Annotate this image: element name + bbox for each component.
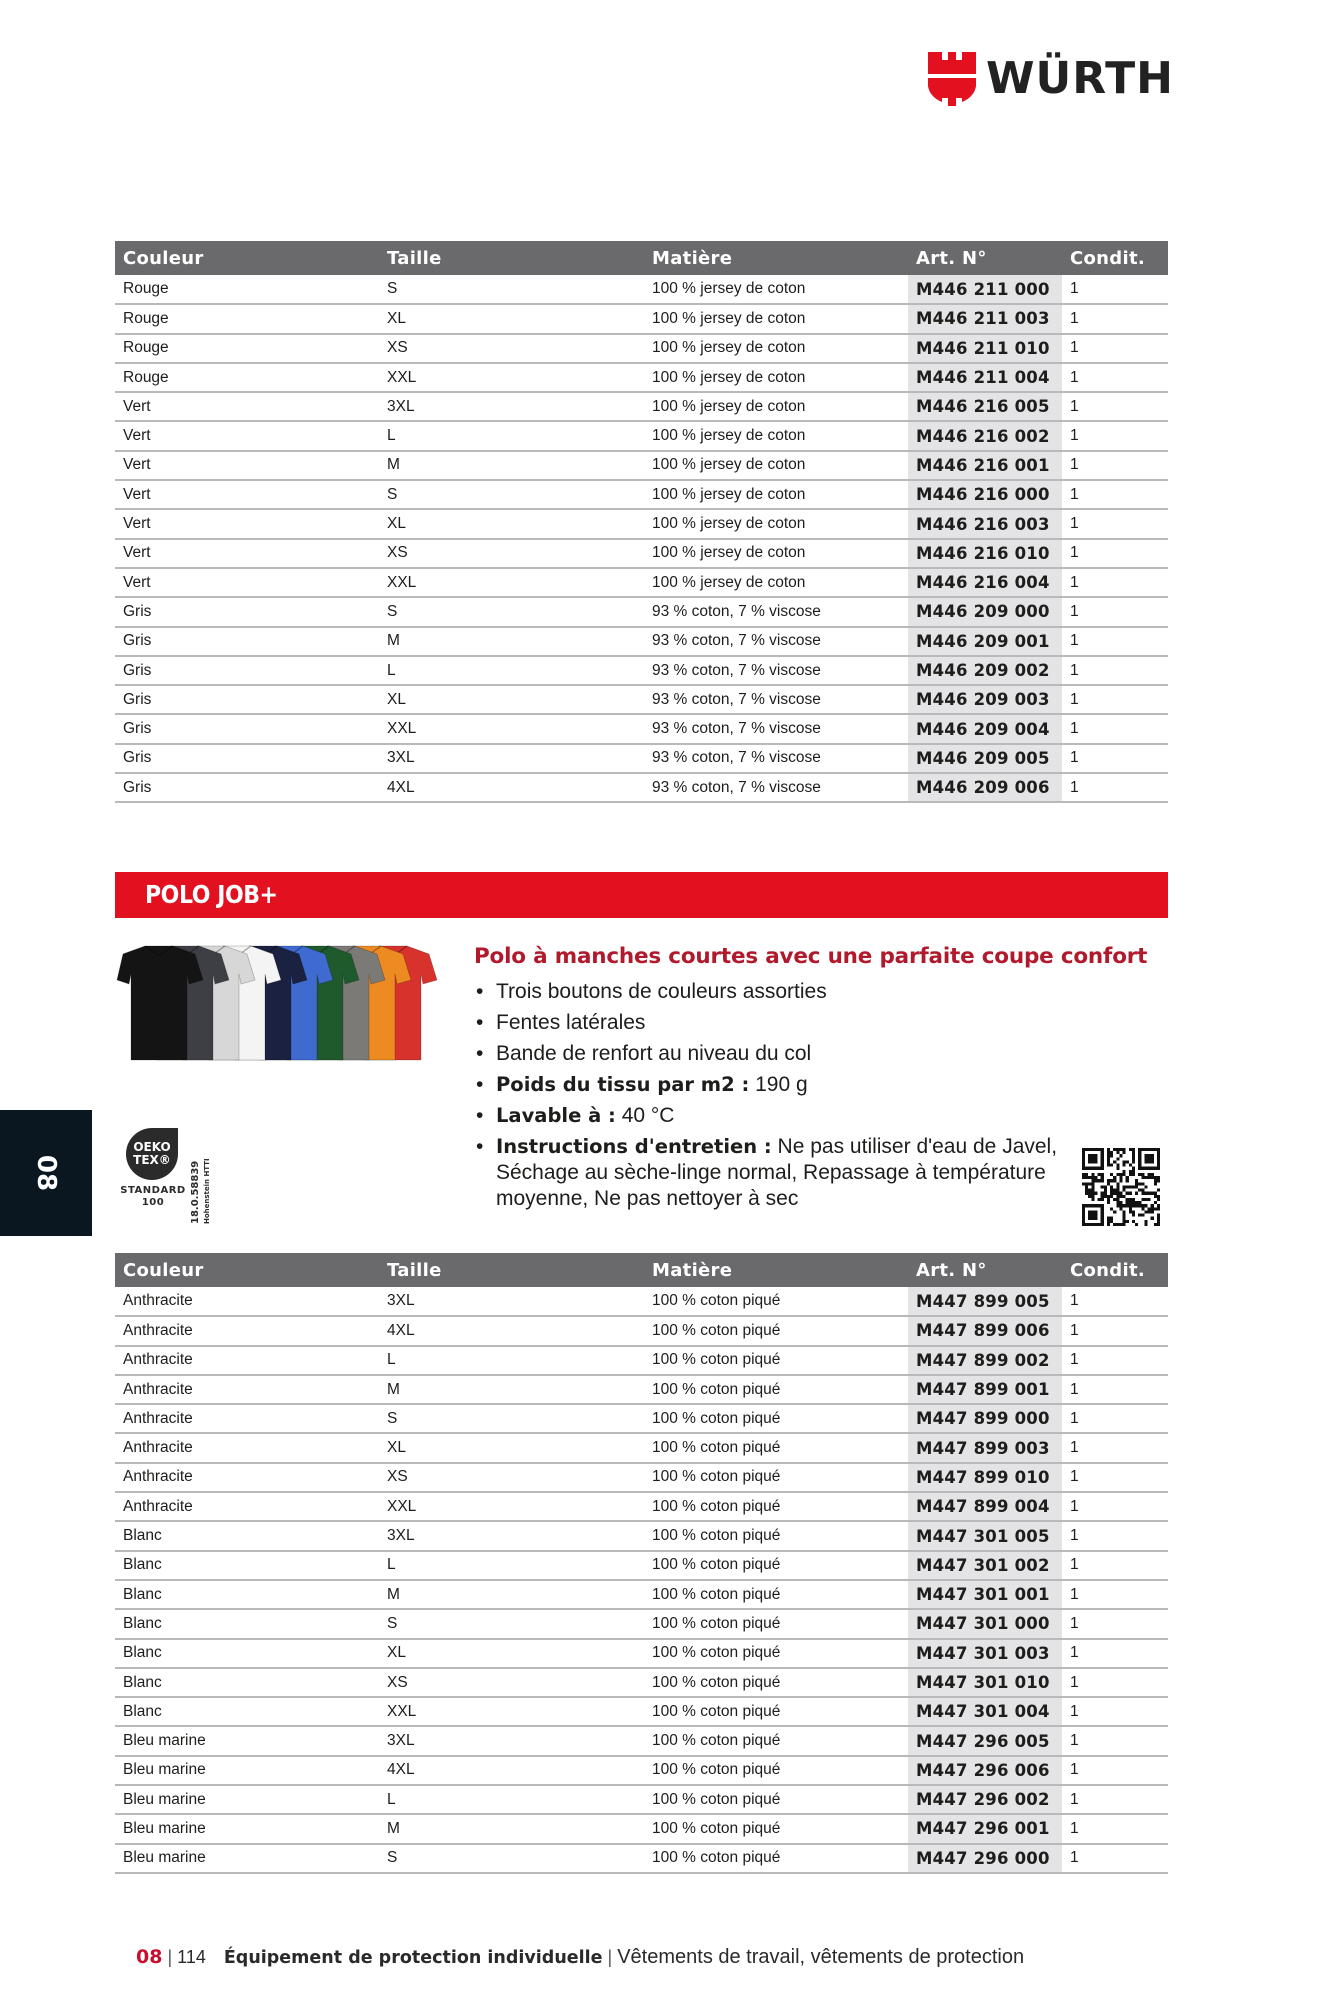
feature-item: • Trois boutons de couleurs assorties xyxy=(474,979,1174,1005)
cell-taille: L xyxy=(379,421,644,450)
cell-matiere: 93 % coton, 7 % viscose xyxy=(644,714,908,743)
cell-condit: 1 xyxy=(1062,597,1168,626)
oeko-cert-code: 18.0.58839 xyxy=(190,1160,201,1224)
feature-item: • Bande de renfort au niveau du col xyxy=(474,1041,1174,1067)
cell-condit: 1 xyxy=(1062,1609,1168,1638)
cell-couleur: Blanc xyxy=(115,1580,379,1609)
cell-art-no: M447 301 000 xyxy=(908,1609,1062,1638)
cell-couleur: Gris xyxy=(115,627,379,656)
cell-art-no: M446 209 002 xyxy=(908,656,1062,685)
cell-couleur: Bleu marine xyxy=(115,1726,379,1755)
cell-matiere: 100 % jersey de coton xyxy=(644,539,908,568)
cell-matiere: 100 % coton piqué xyxy=(644,1521,908,1550)
cell-couleur: Gris xyxy=(115,656,379,685)
table-row xyxy=(115,1726,1168,1755)
cell-art-no: M446 211 010 xyxy=(908,334,1062,363)
header-couleur: Couleur xyxy=(115,241,379,275)
cell-art-no: M447 899 003 xyxy=(908,1433,1062,1462)
table-row xyxy=(115,1609,1168,1638)
cell-taille: 3XL xyxy=(379,392,644,421)
cell-taille: L xyxy=(379,1346,644,1375)
table-row xyxy=(115,627,1168,656)
cell-matiere: 100 % jersey de coton xyxy=(644,509,908,538)
cell-matiere: 100 % jersey de coton xyxy=(644,334,908,363)
table-row xyxy=(115,1756,1168,1785)
cell-art-no: M447 296 001 xyxy=(908,1814,1062,1843)
cell-condit: 1 xyxy=(1062,1580,1168,1609)
cell-art-no: M447 296 002 xyxy=(908,1785,1062,1814)
cell-matiere: 93 % coton, 7 % viscose xyxy=(644,627,908,656)
cell-art-no: M447 301 004 xyxy=(908,1697,1062,1726)
cell-taille: S xyxy=(379,1844,644,1873)
section-title: POLO JOB+ xyxy=(145,880,278,909)
cell-taille: 3XL xyxy=(379,1287,644,1316)
cell-couleur: Bleu marine xyxy=(115,1814,379,1843)
cell-matiere: 100 % coton piqué xyxy=(644,1346,908,1375)
brand-name: WÜRTH xyxy=(986,53,1175,104)
cell-taille: XXL xyxy=(379,1697,644,1726)
header-art-no: Art. N° xyxy=(908,1253,1062,1287)
cell-couleur: Vert xyxy=(115,421,379,450)
cell-matiere: 100 % jersey de coton xyxy=(644,451,908,480)
header-art-no: Art. N° xyxy=(908,241,1062,275)
cell-matiere: 100 % coton piqué xyxy=(644,1844,908,1873)
cell-couleur: Blanc xyxy=(115,1639,379,1668)
footer-divider: | xyxy=(607,1947,613,1967)
cell-art-no: M447 899 001 xyxy=(908,1375,1062,1404)
cell-condit: 1 xyxy=(1062,1375,1168,1404)
oeko-tex-badge xyxy=(120,1128,220,1228)
cell-matiere: 100 % coton piqué xyxy=(644,1814,908,1843)
cell-condit: 1 xyxy=(1062,773,1168,802)
cell-taille: L xyxy=(379,656,644,685)
cell-taille: XS xyxy=(379,539,644,568)
cell-matiere: 100 % coton piqué xyxy=(644,1639,908,1668)
product-table-polo xyxy=(115,1253,1168,1874)
cell-art-no: M447 296 006 xyxy=(908,1756,1062,1785)
table-row xyxy=(115,480,1168,509)
cell-couleur: Anthracite xyxy=(115,1492,379,1521)
cell-art-no: M447 301 003 xyxy=(908,1639,1062,1668)
table-row xyxy=(115,334,1168,363)
cell-condit: 1 xyxy=(1062,392,1168,421)
cell-taille: 4XL xyxy=(379,773,644,802)
cell-matiere: 100 % coton piqué xyxy=(644,1580,908,1609)
cell-couleur: Blanc xyxy=(115,1697,379,1726)
table-row xyxy=(115,1697,1168,1726)
table-row xyxy=(115,509,1168,538)
cell-matiere: 100 % jersey de coton xyxy=(644,421,908,450)
table-row xyxy=(115,1346,1168,1375)
cell-matiere: 100 % coton piqué xyxy=(644,1551,908,1580)
cell-art-no: M447 301 002 xyxy=(908,1551,1062,1580)
table-row xyxy=(115,1551,1168,1580)
cell-couleur: Blanc xyxy=(115,1551,379,1580)
cell-couleur: Anthracite xyxy=(115,1316,379,1345)
cell-condit: 1 xyxy=(1062,421,1168,450)
cell-couleur: Vert xyxy=(115,539,379,568)
cell-condit: 1 xyxy=(1062,480,1168,509)
table-row xyxy=(115,714,1168,743)
cell-taille: S xyxy=(379,275,644,304)
cell-taille: XL xyxy=(379,1639,644,1668)
cell-matiere: 100 % coton piqué xyxy=(644,1697,908,1726)
table-row xyxy=(115,1492,1168,1521)
cell-condit: 1 xyxy=(1062,1785,1168,1814)
cell-matiere: 100 % coton piqué xyxy=(644,1785,908,1814)
cell-matiere: 100 % coton piqué xyxy=(644,1316,908,1345)
chapter-number: 08 xyxy=(31,1154,61,1192)
cell-condit: 1 xyxy=(1062,363,1168,392)
table-row xyxy=(115,773,1168,802)
table-row xyxy=(115,656,1168,685)
cell-art-no: M446 209 004 xyxy=(908,714,1062,743)
cell-couleur: Gris xyxy=(115,714,379,743)
cell-couleur: Vert xyxy=(115,568,379,597)
table-row xyxy=(115,451,1168,480)
cell-art-no: M446 211 004 xyxy=(908,363,1062,392)
cell-matiere: 93 % coton, 7 % viscose xyxy=(644,744,908,773)
cell-couleur: Vert xyxy=(115,392,379,421)
feature-item: • Poids du tissu par m2 : 190 g xyxy=(474,1072,1174,1098)
cell-taille: XS xyxy=(379,1463,644,1492)
header-taille: Taille xyxy=(379,1253,644,1287)
header-matiere: Matière xyxy=(644,1253,908,1287)
cell-art-no: M446 209 006 xyxy=(908,773,1062,802)
cell-condit: 1 xyxy=(1062,1521,1168,1550)
table-row xyxy=(115,1316,1168,1345)
cell-matiere: 100 % jersey de coton xyxy=(644,275,908,304)
feature-item: • Instructions d'entretien : Ne pas utiliser d'eau de Javel, Séchage au sèche-linge normal, Repassage à température moyenne, Ne pas nettoyer à sec xyxy=(474,1134,1059,1212)
table-row xyxy=(115,1668,1168,1697)
table-row xyxy=(115,1287,1168,1316)
cell-matiere: 100 % coton piqué xyxy=(644,1433,908,1462)
cell-condit: 1 xyxy=(1062,1726,1168,1755)
cell-art-no: M447 296 000 xyxy=(908,1844,1062,1873)
cell-matiere: 100 % jersey de coton xyxy=(644,392,908,421)
cell-art-no: M446 209 001 xyxy=(908,627,1062,656)
cell-art-no: M446 216 001 xyxy=(908,451,1062,480)
cell-art-no: M446 216 004 xyxy=(908,568,1062,597)
cell-couleur: Bleu marine xyxy=(115,1785,379,1814)
wurth-logo xyxy=(928,52,1174,106)
wurth-logo-icon xyxy=(928,52,976,106)
chapter-side-tab[interactable] xyxy=(0,1110,92,1236)
cell-matiere: 93 % coton, 7 % viscose xyxy=(644,685,908,714)
cell-taille: S xyxy=(379,1404,644,1433)
footer-chapter: 08 xyxy=(136,1946,163,1968)
oeko-standard: STANDARD 100 xyxy=(120,1185,186,1208)
cell-condit: 1 xyxy=(1062,1668,1168,1697)
cell-art-no: M446 209 003 xyxy=(908,685,1062,714)
cell-condit: 1 xyxy=(1062,1756,1168,1785)
cell-condit: 1 xyxy=(1062,685,1168,714)
header-condit: Condit. xyxy=(1062,1253,1168,1287)
table-row xyxy=(115,1521,1168,1550)
cell-couleur: Anthracite xyxy=(115,1287,379,1316)
cell-condit: 1 xyxy=(1062,275,1168,304)
cell-couleur: Rouge xyxy=(115,304,379,333)
cell-art-no: M447 899 000 xyxy=(908,1404,1062,1433)
table-row xyxy=(115,1785,1168,1814)
cell-matiere: 100 % coton piqué xyxy=(644,1287,908,1316)
cell-couleur: Vert xyxy=(115,509,379,538)
cell-condit: 1 xyxy=(1062,1697,1168,1726)
cell-taille: XXL xyxy=(379,1492,644,1521)
cell-art-no: M446 216 003 xyxy=(908,509,1062,538)
table-row xyxy=(115,392,1168,421)
cell-art-no: M447 899 006 xyxy=(908,1316,1062,1345)
cell-couleur: Gris xyxy=(115,773,379,802)
cell-matiere: 93 % coton, 7 % viscose xyxy=(644,597,908,626)
cell-art-no: M446 209 005 xyxy=(908,744,1062,773)
cell-couleur: Bleu marine xyxy=(115,1756,379,1785)
cell-couleur: Blanc xyxy=(115,1521,379,1550)
cell-condit: 1 xyxy=(1062,1814,1168,1843)
cell-condit: 1 xyxy=(1062,1433,1168,1462)
cell-art-no: M446 209 000 xyxy=(908,597,1062,626)
cell-art-no: M446 216 000 xyxy=(908,480,1062,509)
table-row xyxy=(115,1463,1168,1492)
table-row xyxy=(115,568,1168,597)
table-header-row xyxy=(115,1253,1168,1287)
cell-taille: XS xyxy=(379,1668,644,1697)
cell-couleur: Anthracite xyxy=(115,1433,379,1462)
cell-condit: 1 xyxy=(1062,1287,1168,1316)
cell-matiere: 100 % coton piqué xyxy=(644,1609,908,1638)
cell-condit: 1 xyxy=(1062,539,1168,568)
table-row xyxy=(115,1375,1168,1404)
cell-taille: XXL xyxy=(379,363,644,392)
cell-art-no: M446 211 003 xyxy=(908,304,1062,333)
cell-art-no: M447 899 010 xyxy=(908,1463,1062,1492)
header-taille: Taille xyxy=(379,241,644,275)
feature-item: • Lavable à : 40 °C xyxy=(474,1103,1174,1129)
cell-couleur: Anthracite xyxy=(115,1463,379,1492)
cell-couleur: Rouge xyxy=(115,334,379,363)
header-condit: Condit. xyxy=(1062,241,1168,275)
cell-matiere: 100 % coton piqué xyxy=(644,1726,908,1755)
page-footer xyxy=(136,1946,1024,1969)
cell-matiere: 93 % coton, 7 % viscose xyxy=(644,656,908,685)
cell-condit: 1 xyxy=(1062,1844,1168,1873)
table-row xyxy=(115,304,1168,333)
cell-taille: M xyxy=(379,1814,644,1843)
table-row xyxy=(115,1580,1168,1609)
cell-taille: 4XL xyxy=(379,1316,644,1345)
cell-art-no: M446 216 005 xyxy=(908,392,1062,421)
cell-matiere: 100 % coton piqué xyxy=(644,1668,908,1697)
cell-art-no: M446 211 000 xyxy=(908,275,1062,304)
table-row xyxy=(115,1433,1168,1462)
cell-condit: 1 xyxy=(1062,627,1168,656)
cell-taille: XL xyxy=(379,509,644,538)
cell-condit: 1 xyxy=(1062,656,1168,685)
cell-taille: M xyxy=(379,1580,644,1609)
cell-condit: 1 xyxy=(1062,1404,1168,1433)
cell-couleur: Vert xyxy=(115,480,379,509)
cell-couleur: Vert xyxy=(115,451,379,480)
cell-art-no: M446 216 010 xyxy=(908,539,1062,568)
cell-matiere: 100 % coton piqué xyxy=(644,1756,908,1785)
header-matiere: Matière xyxy=(644,241,908,275)
cell-taille: S xyxy=(379,480,644,509)
cell-couleur: Blanc xyxy=(115,1668,379,1697)
table-row xyxy=(115,744,1168,773)
cell-matiere: 100 % coton piqué xyxy=(644,1492,908,1521)
footer-section: Équipement de protection individuelle xyxy=(223,1948,603,1968)
cell-taille: S xyxy=(379,1609,644,1638)
cell-taille: 3XL xyxy=(379,1521,644,1550)
table-row xyxy=(115,597,1168,626)
footer-subsection: Vêtements de travail, vêtements de protection xyxy=(617,1946,1025,1968)
header-couleur: Couleur xyxy=(115,1253,379,1287)
cell-art-no: M447 899 002 xyxy=(908,1346,1062,1375)
cell-art-no: M447 296 005 xyxy=(908,1726,1062,1755)
cell-couleur: Anthracite xyxy=(115,1404,379,1433)
cell-condit: 1 xyxy=(1062,1551,1168,1580)
cell-taille: M xyxy=(379,627,644,656)
polo-shirts-image xyxy=(115,940,455,1065)
cell-matiere: 100 % jersey de coton xyxy=(644,568,908,597)
cell-matiere: 100 % coton piqué xyxy=(644,1404,908,1433)
cell-couleur: Blanc xyxy=(115,1609,379,1638)
table-row xyxy=(115,539,1168,568)
cell-condit: 1 xyxy=(1062,714,1168,743)
product-table-tshirt xyxy=(115,241,1168,803)
cell-taille: 3XL xyxy=(379,1726,644,1755)
table-row xyxy=(115,363,1168,392)
table-row xyxy=(115,1639,1168,1668)
cell-art-no: M447 301 005 xyxy=(908,1521,1062,1550)
cell-couleur: Rouge xyxy=(115,363,379,392)
cell-art-no: M447 899 005 xyxy=(908,1287,1062,1316)
cell-matiere: 100 % jersey de coton xyxy=(644,304,908,333)
table-row xyxy=(115,1404,1168,1433)
cell-taille: M xyxy=(379,451,644,480)
cell-condit: 1 xyxy=(1062,509,1168,538)
table-row xyxy=(115,275,1168,304)
cell-art-no: M447 899 004 xyxy=(908,1492,1062,1521)
cell-condit: 1 xyxy=(1062,451,1168,480)
footer-divider: | xyxy=(167,1947,173,1967)
cell-condit: 1 xyxy=(1062,1463,1168,1492)
cell-art-no: M446 216 002 xyxy=(908,421,1062,450)
cell-taille: XXL xyxy=(379,568,644,597)
footer-page-number: 114 xyxy=(177,1947,206,1967)
cell-condit: 1 xyxy=(1062,1639,1168,1668)
cell-couleur: Gris xyxy=(115,744,379,773)
cell-couleur: Anthracite xyxy=(115,1346,379,1375)
cell-couleur: Bleu marine xyxy=(115,1844,379,1873)
cell-couleur: Gris xyxy=(115,685,379,714)
product-features xyxy=(474,944,1174,1217)
cell-couleur: Gris xyxy=(115,597,379,626)
cell-condit: 1 xyxy=(1062,1316,1168,1345)
cell-taille: L xyxy=(379,1551,644,1580)
cell-condit: 1 xyxy=(1062,568,1168,597)
feature-item: • Fentes latérales xyxy=(474,1010,1174,1036)
cell-taille: 3XL xyxy=(379,744,644,773)
table-row xyxy=(115,685,1168,714)
cell-couleur: Anthracite xyxy=(115,1375,379,1404)
cell-taille: XL xyxy=(379,685,644,714)
table-row xyxy=(115,421,1168,450)
feature-list xyxy=(474,979,1174,1212)
cell-art-no: M447 301 010 xyxy=(908,1668,1062,1697)
cell-matiere: 100 % coton piqué xyxy=(644,1463,908,1492)
cell-condit: 1 xyxy=(1062,744,1168,773)
cell-condit: 1 xyxy=(1062,334,1168,363)
cell-matiere: 100 % coton piqué xyxy=(644,1375,908,1404)
cell-condit: 1 xyxy=(1062,304,1168,333)
cell-matiere: 93 % coton, 7 % viscose xyxy=(644,773,908,802)
cell-matiere: 100 % jersey de coton xyxy=(644,480,908,509)
cell-condit: 1 xyxy=(1062,1346,1168,1375)
cell-taille: XS xyxy=(379,334,644,363)
table-row xyxy=(115,1814,1168,1843)
oeko-tex-icon: OEKO TEX® xyxy=(126,1128,178,1180)
cell-taille: 4XL xyxy=(379,1756,644,1785)
cell-taille: XXL xyxy=(379,714,644,743)
cell-couleur: Rouge xyxy=(115,275,379,304)
feature-heading: Polo à manches courtes avec une parfaite coupe confort xyxy=(474,944,1148,969)
cell-taille: S xyxy=(379,597,644,626)
oeko-institute: Hohenstein HTTI xyxy=(203,1158,211,1224)
cell-condit: 1 xyxy=(1062,1492,1168,1521)
cell-taille: XL xyxy=(379,304,644,333)
qr-code-icon[interactable] xyxy=(1082,1148,1160,1226)
cell-taille: XL xyxy=(379,1433,644,1462)
section-header-polo-job xyxy=(115,872,1168,918)
table-header-row xyxy=(115,241,1168,275)
table-row xyxy=(115,1844,1168,1873)
cell-taille: M xyxy=(379,1375,644,1404)
cell-taille: L xyxy=(379,1785,644,1814)
cell-matiere: 100 % jersey de coton xyxy=(644,363,908,392)
cell-art-no: M447 301 001 xyxy=(908,1580,1062,1609)
